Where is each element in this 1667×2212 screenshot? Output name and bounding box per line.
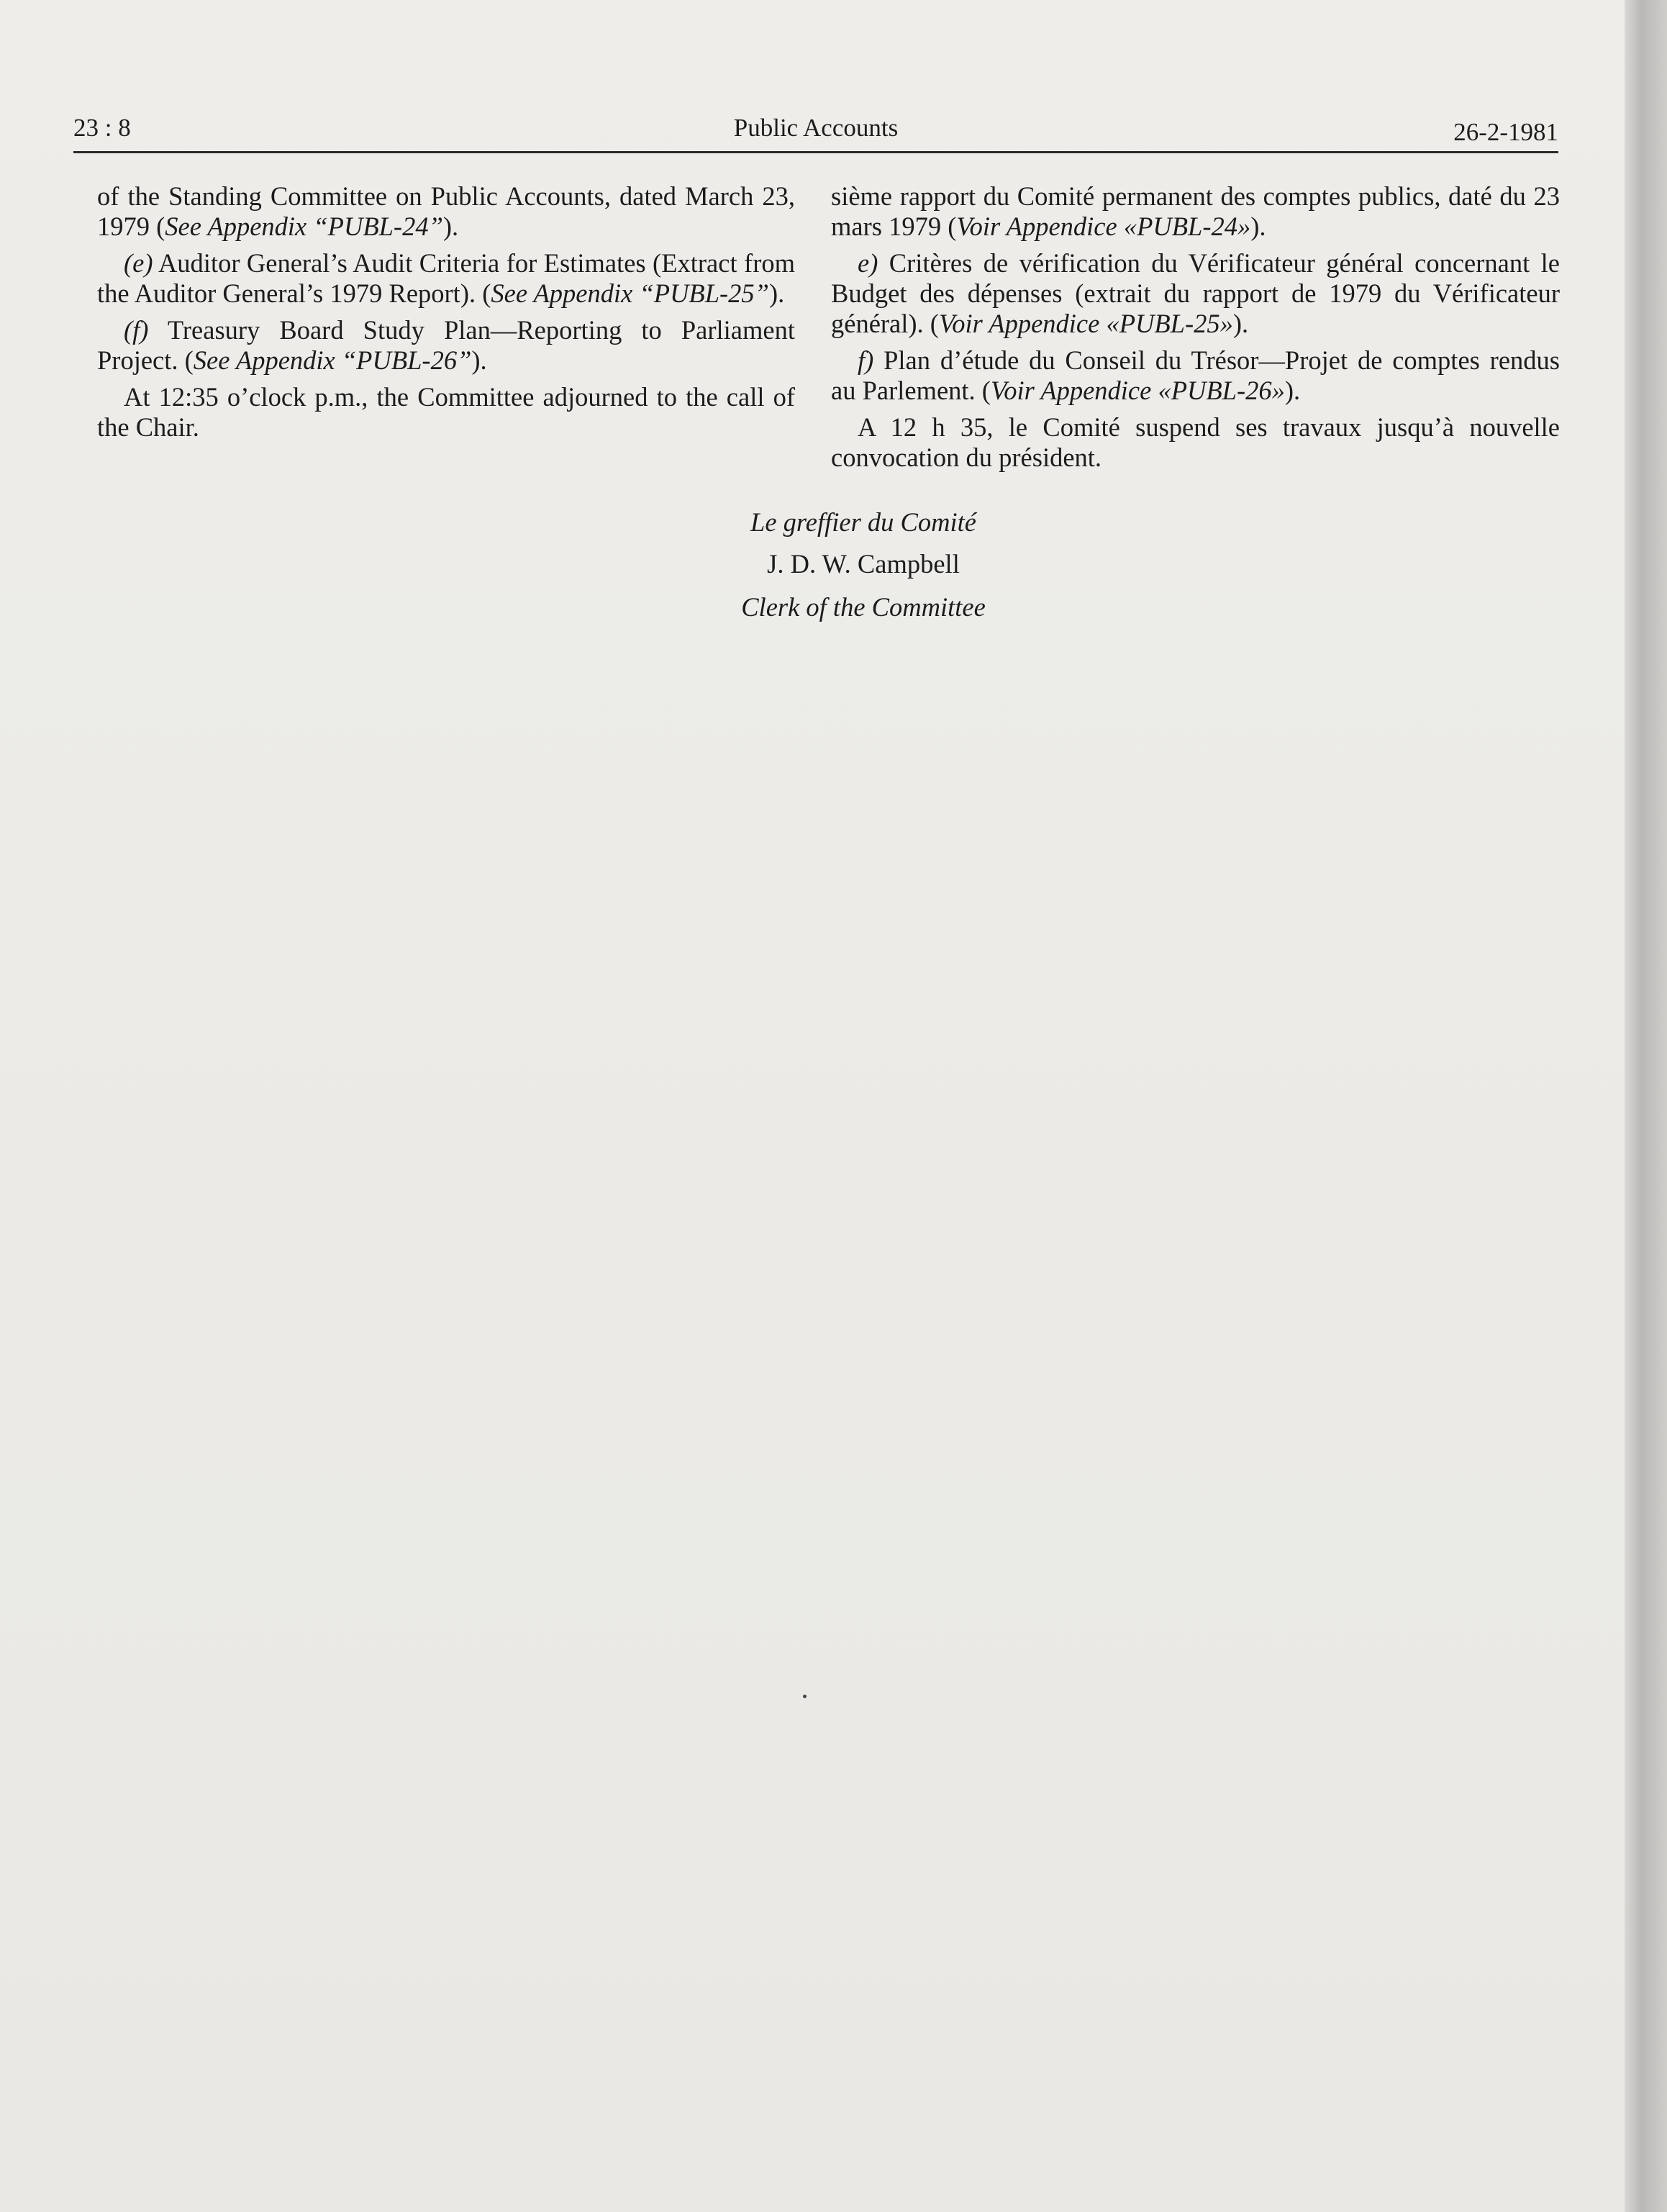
- english-column: [97, 181, 795, 449]
- page-edge-shadow: [1625, 0, 1667, 2212]
- english-paragraph-continuation: of the Standing Committee on Public Accounts, dated March 23, 1979 (See Appendix “PUBL-24”).: [97, 181, 795, 241]
- appendix-reference: Voir Appendice «PUBL-24»: [956, 212, 1251, 241]
- french-adjournment: A 12 h 35, le Comité suspend ses travaux jusqu’à nouvelle convocation du président.: [831, 412, 1560, 472]
- clerk-title-french: Le greffier du Comité: [750, 507, 976, 537]
- print-speck: [803, 1695, 807, 1698]
- clerk-name: J. D. W. Campbell: [767, 549, 960, 579]
- appendix-reference: See Appendix “PUBL-24”: [165, 212, 443, 241]
- appendix-reference: Voir Appendice «PUBL-25»: [938, 309, 1233, 338]
- page-title: Public Accounts: [733, 114, 899, 142]
- appendix-reference: See Appendix “PUBL-26”: [193, 345, 472, 375]
- item-label: e): [858, 248, 878, 278]
- appendix-reference: Voir Appendice «PUBL-26»: [990, 376, 1285, 405]
- french-item-f: f) Plan d’étude du Conseil du Trésor—Projet de comptes rendus au Parlement. (Voir Appendice «PUBL-26»).: [831, 345, 1560, 405]
- item-label: (e): [124, 248, 153, 278]
- appendix-reference: See Appendix “PUBL-25”: [491, 278, 769, 308]
- english-adjournment: At 12:35 o’clock p.m., the Committee adjourned to the call of the Chair.: [97, 382, 795, 442]
- french-paragraph-continuation: sième rapport du Comité permanent des comptes publics, daté du 23 mars 1979 (Voir Appendice «PUBL-24»).: [831, 181, 1560, 241]
- page-folio: 23 : 8: [73, 114, 131, 142]
- clerk-title-english: Clerk of the Committee: [741, 592, 986, 622]
- english-item-e: (e) Auditor General’s Audit Criteria for Estimates (Extract from the Auditor General’s 1979 Report). (See Appendix “PUBL-25”).: [97, 248, 795, 308]
- page-header: [73, 109, 1558, 153]
- french-column: [831, 181, 1560, 479]
- item-label: f): [858, 345, 874, 375]
- item-label: (f): [124, 315, 149, 345]
- french-item-e: e) Critères de vérification du Vérificateur général concernant le Budget des dépenses (extrait du rapport de 1979 du Vérificateur général). (Voir Appendice «PUBL-25»).: [831, 248, 1560, 338]
- header-rule: [73, 151, 1558, 153]
- english-item-f: (f) Treasury Board Study Plan—Reporting to Parliament Project. (See Appendix “PUBL-26”).: [97, 315, 795, 375]
- page-date: 26-2-1981: [1453, 118, 1558, 146]
